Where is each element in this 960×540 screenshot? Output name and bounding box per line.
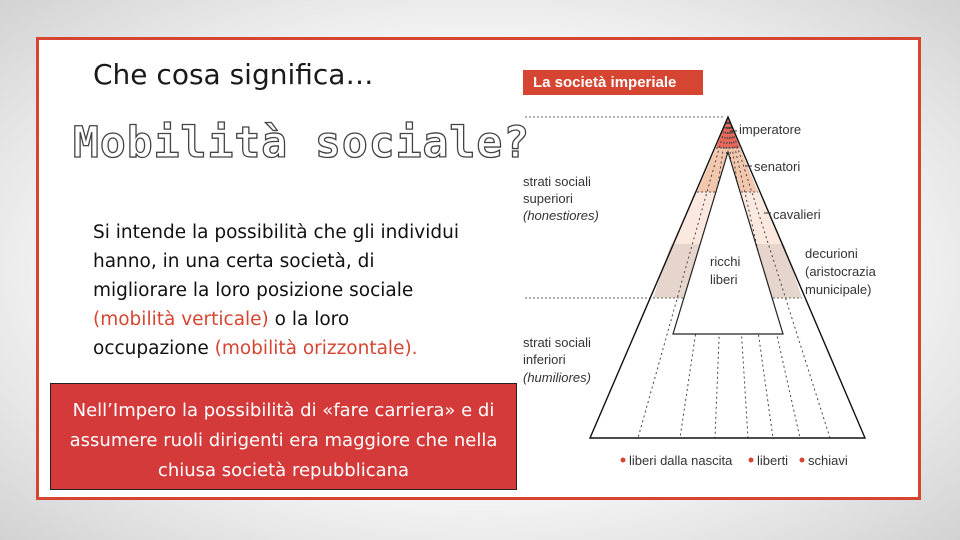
label-strati-inferiori-2: inferiori [523,352,566,367]
definition-text-2: o la loro occupazione [93,309,350,359]
legend-schiavi: schiavi [808,453,848,468]
label-aristocrazia: (aristocrazia [805,264,876,279]
label-humiliores: (humiliores) [523,370,591,385]
legend-bullet-3 [800,458,805,463]
empire-callout: Nell’Impero la possibilità di «fare carriera» e di assumere ruoli dirigenti era maggiore che nella chiusa società repubblicana [50,383,517,490]
label-municipale: municipale) [805,282,872,297]
diagram-title: La società imperiale [523,70,703,95]
label-strati-superiori-2: superiori [523,191,573,206]
horizontal-mobility-term: (mobilità orizzontale). [214,338,418,359]
label-imperatore: imperatore [739,122,802,137]
legend-bullet-1 [621,458,626,463]
vertical-mobility-term: (mobilità verticale) [93,309,269,330]
label-ricchi: ricchi [710,254,741,269]
label-strati-superiori-1: strati sociali [523,174,591,189]
label-liberi: liberi [710,272,738,287]
label-decurioni: decurioni [805,246,858,261]
slide-title: Mobilità sociale? [73,118,531,168]
label-strati-inferiori-1: strati sociali [523,335,591,350]
slide-heading: Che cosa significa… [93,58,374,91]
legend-liberti: liberti [757,453,789,468]
label-honestiores: (honestiores) [523,208,599,223]
label-cavalieri: cavalieri [773,207,821,222]
legend-liberi-nascita: liberi dalla nascita [629,453,733,468]
band-imperatore [716,117,740,148]
label-senatori: senatori [754,159,801,174]
definition-text-1: Si intende la possibilità che gli individui hanno, in una certa società, di migliorare la loro posizione sociale [93,222,459,301]
legend-bullet-2 [749,458,754,463]
